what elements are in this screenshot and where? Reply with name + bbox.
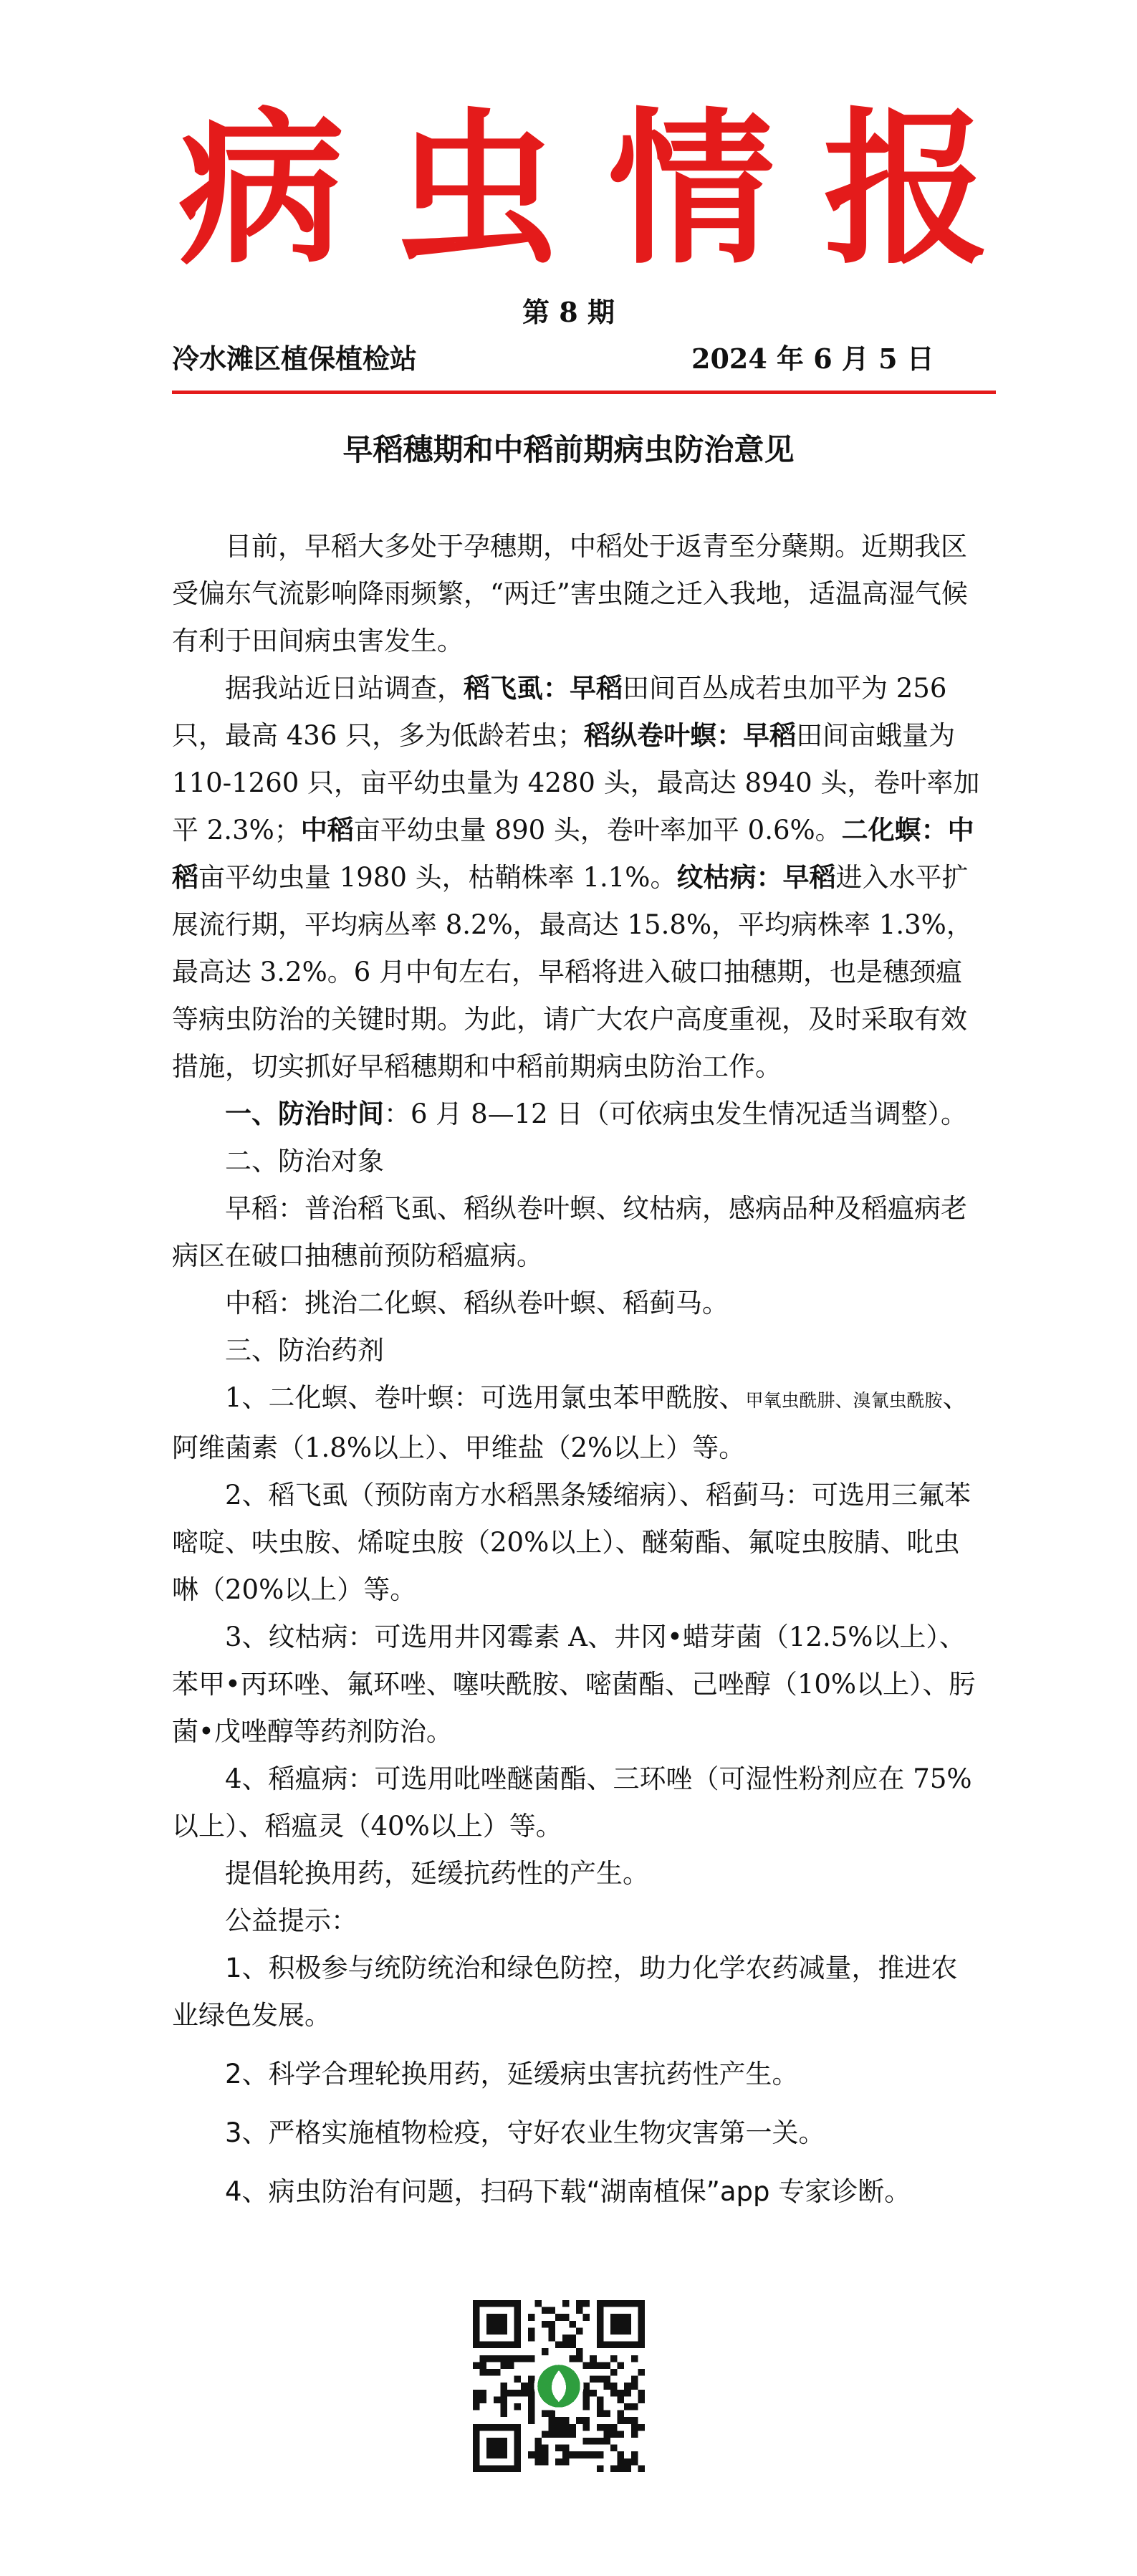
- pesticide-note: 提倡轮换用药，延缓抗药性的产生。: [225, 1858, 649, 1889]
- targets-early-rice: 早稻：普治稻飞虱、稻纵卷叶螟、纹枯病，感病品种及稻瘟病老病区在破口抽穗前预防稻瘟病。: [172, 1193, 967, 1271]
- masthead-char: 病: [178, 93, 345, 287]
- issue-date: 2024 年 6 月 5 日: [691, 343, 934, 375]
- pesticide-item-2: 2、稻飞虱（预防南方水稻黑条矮缩病）、稻蓟马：可选用三氟苯嘧啶、呋虫胺、烯啶虫胺（20%以上）、醚菊酯、氟啶虫胺腈、吡虫啉（20%以上）等。: [172, 1480, 972, 1605]
- survey-keyword: 二化螟：: [841, 815, 948, 846]
- survey-text: 田间亩蛾量为 110-1260 只，亩平幼虫量为 4280 头，最高达 8940 头，卷叶率加平 2.3%；: [172, 720, 980, 846]
- pesticide-item-3: 3、纹枯病：可选用井冈霉素 A、井冈•蜡芽菌（12.5%以上）、苯甲•丙环唑、氟环唑、噻呋酰胺、嘧菌酯、己唑醇（10%以上）、肟菌•戊唑醇等药剂防治。: [172, 1622, 976, 1747]
- pesticide-item-1-small: 甲氧虫酰肼、溴氰虫酰胺: [745, 1390, 943, 1411]
- survey-keyword: 早稻: [782, 862, 836, 893]
- masthead-char: 情: [608, 93, 774, 287]
- targets-middle-rice: 中稻：挑治二化螟、稻纵卷叶螟、稻蓟马。: [225, 1288, 729, 1318]
- survey-keyword: 中稻: [172, 815, 974, 893]
- survey-text: 田间百丛成若虫加平为 256 只，最高 436 只，多为低龄若虫；: [172, 673, 947, 751]
- masthead-char: 虫: [393, 93, 560, 287]
- document-body: [172, 523, 982, 2227]
- targets-heading: 二、防治对象: [225, 1146, 384, 1177]
- survey-text: 进入水平扩展流行期，平均病丛率 8.2%，最高达 15.8%，平均病株率 1.3%，最高达 3.2%。6 月中旬左右，早稻将进入破口抽穗期，也是穗颈瘟等病虫防治的关键时期。为此，请广大农户高度重视，及时采取有效措施，切实抓好早稻穗期和中稻前期病虫防治工作。: [172, 862, 973, 1082]
- masthead: [172, 93, 996, 287]
- tip-item: 4、病虫防治有问题，扫码下载“湖南植保”app 专家诊断。: [225, 2176, 911, 2207]
- control-time-text: ：6 月 8—12 日（可依病虫发生情况适当调整）。: [384, 1098, 967, 1129]
- public-tips: [172, 1897, 982, 2216]
- issue-number: 第 8 期: [522, 296, 615, 328]
- pesticide-item-4: 4、稻瘟病：可选用吡唑醚菌酯、三环唑（可湿性粉剂应在 75%以上）、稻瘟灵（40%以上）等。: [172, 1763, 972, 1842]
- intro-paragraph: 目前，早稻大多处于孕穗期，中稻处于返青至分蘖期。近期我区受偏东气流影响降雨频繁，“两迁”害虫随之迁入我地，适温高湿气候有利于田间病虫害发生。: [172, 531, 968, 656]
- pesticide-item-1-text: 1、二化螟、卷叶螟：可选用氯虫苯甲酰胺、: [225, 1382, 746, 1413]
- tips-heading: 公益提示：: [225, 1905, 358, 1936]
- pesticides-heading: 三、防治药剂: [225, 1335, 384, 1366]
- pesticide-item-1-rest: 、阿维菌素（1.8%以上）、甲维盐（2%以上）等。: [172, 1382, 969, 1463]
- survey-keyword: 稻纵卷叶螟：: [584, 720, 744, 751]
- survey-keyword: 稻飞虱：: [464, 673, 570, 704]
- control-time-label: 一、防治时间: [225, 1098, 384, 1129]
- survey-text: 亩平幼虫量 1980 头，枯鞘株率 1.1%。: [198, 862, 677, 893]
- pesticide-item-1: [172, 1374, 982, 1472]
- survey-keyword: 早稻: [570, 673, 623, 704]
- tip-item: 3、严格实施植物检疫，守好农业生物灾害第一关。: [225, 2117, 825, 2148]
- tip-item: 1、积极参与统防统治和绿色防控，助力化学农药减量，推进农业绿色发展。: [172, 1953, 958, 2031]
- header-divider: [172, 391, 996, 394]
- survey-paragraph: [172, 665, 982, 1091]
- station-name: 冷水滩区植保植检站: [172, 343, 418, 375]
- control-time: [172, 1091, 982, 1138]
- survey-keyword: 纹枯病：: [676, 862, 783, 893]
- survey-text: 据我站近日站调查，: [225, 673, 464, 704]
- masthead-char: 报: [822, 93, 989, 287]
- document-title: 早稻穗期和中稻前期病虫防治意见: [342, 432, 795, 467]
- qr-code-icon[interactable]: [473, 2300, 645, 2472]
- survey-keyword: 中稻: [300, 815, 354, 846]
- survey-keyword: 早稻: [743, 720, 797, 751]
- survey-text: 亩平幼虫量 890 头，卷叶率加平 0.6%。: [353, 815, 842, 846]
- tip-item: 2、科学合理轮换用药，延缓病虫害抗药性产生。: [225, 2059, 799, 2089]
